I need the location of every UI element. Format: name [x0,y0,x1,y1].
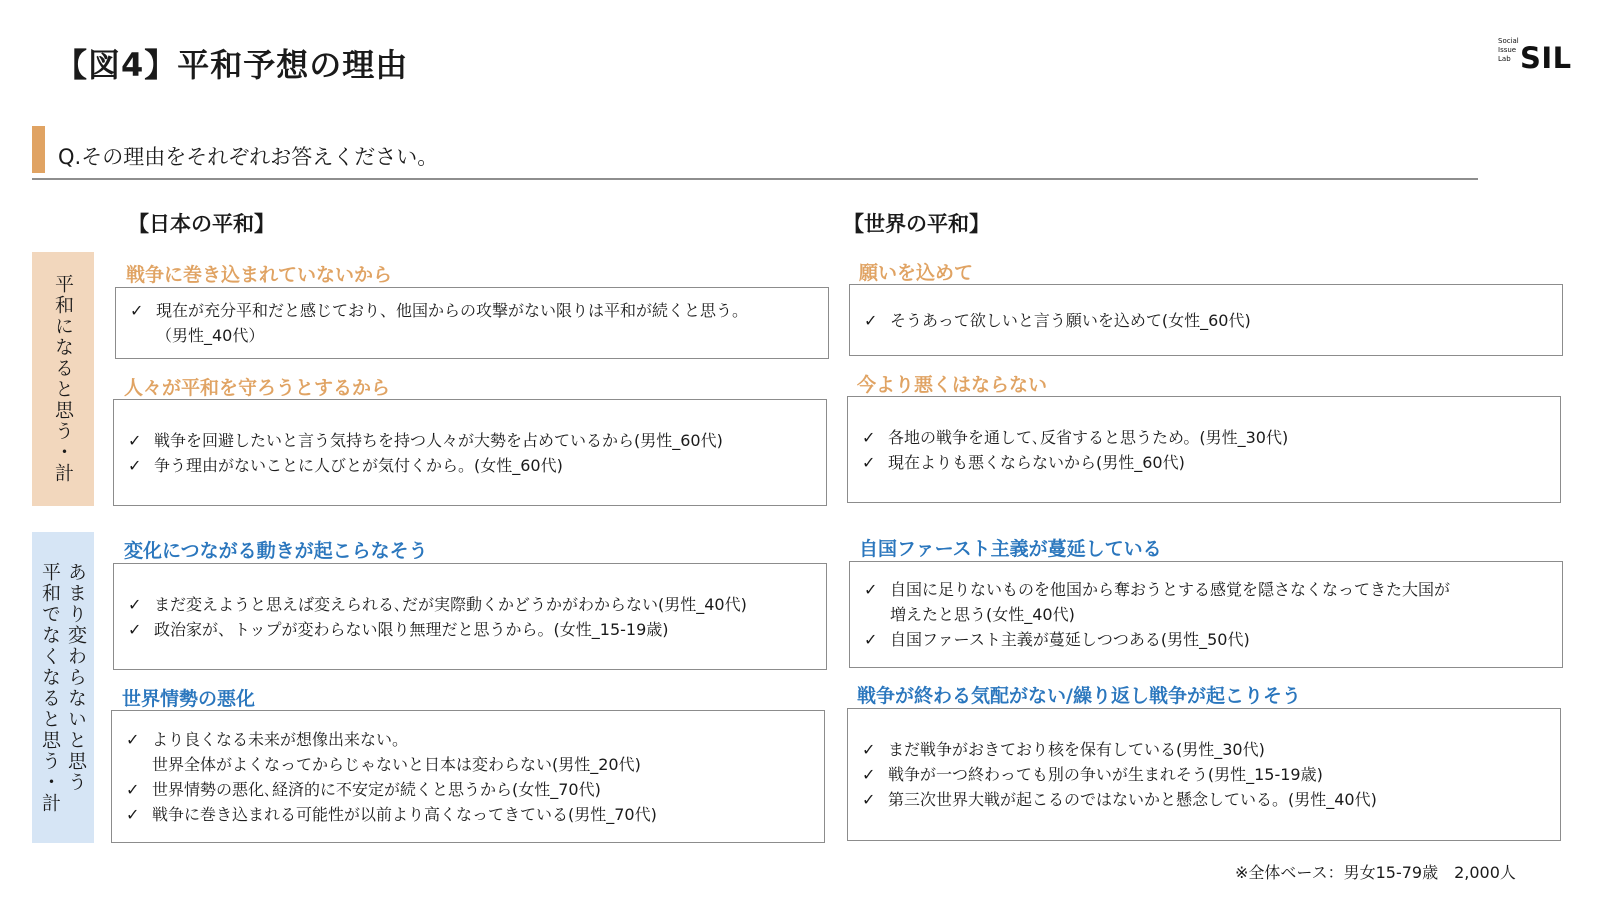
column-heading-japan: 【日本の平和】 [128,212,275,236]
reason-item [126,727,810,752]
reason-text: 戦争を回避したいと言う気持ちを持つ人々が大勢を占めているから(男性_60代) [154,430,723,450]
question-divider [32,178,1478,180]
reason-text: そうあって欲しいと言う願いを込めて(女性_60代) [890,310,1251,330]
check-icon: ✓ [864,580,878,599]
side-label-peace [32,252,94,506]
reason-item [126,802,810,827]
reason-item [128,453,812,478]
check-icon: ✓ [862,790,876,809]
reason-item [864,627,1548,652]
reason-text: 増えたと思う(女性_40代) [890,605,1075,624]
reason-item [126,777,810,802]
logo-text: SIL [1520,41,1572,75]
check-icon: ✓ [126,804,140,824]
category-title: 戦争に巻き込まれていないから [126,264,393,286]
check-icon: ✓ [862,452,876,472]
page-title: 【図4】平和予想の理由 [55,46,409,84]
reason-item [128,592,812,617]
check-icon: ✓ [864,310,878,330]
check-icon: ✓ [862,740,876,759]
reason-item [862,762,1546,787]
reason-box [849,284,1563,356]
reason-item [128,428,812,453]
reason-box [113,563,827,670]
check-icon: ✓ [128,594,142,614]
reason-text: 現在が充分平和だと感じており、他国からの攻撃がない限りは平和が続くと思う。 [156,301,749,320]
check-icon: ✓ [862,765,876,784]
reason-text: 現在よりも悪くならないから(男性_60代) [888,452,1185,472]
reason-text: 世界全体がよくなってからじゃないと日本は変わらない(男性_20代) [152,754,641,774]
reason-item [130,323,814,348]
reason-text: 自国に足りないものを他国から奪おうとする感覚を隠さなくなってきた大国が [890,580,1451,599]
reason-text: まだ変えようと思えば変えられる､だが実際動くかどうかがわからない(男性_40代) [154,594,747,614]
reason-box [849,561,1563,668]
check-icon: ✓ [128,455,142,475]
reason-box [847,708,1561,841]
reason-text: 争う理由がないことに人びとが気付くから。(女性_60代) [154,455,563,475]
side-label-peace-text: 平和になると思う・計 [52,274,74,484]
check-icon: ✓ [130,301,144,320]
reason-text: 自国ファースト主義が蔓延しつつある(男性_50代) [890,630,1250,649]
base-note: ※全体ベース：男女15-79歳 2,000人 [1235,863,1516,882]
question-accent-bar [32,126,45,173]
check-icon: ✓ [128,619,142,639]
reason-item [864,602,1548,627]
check-icon: ✓ [862,427,876,447]
category-title: 自国ファースト主義が蔓延している [859,538,1162,560]
reason-item [862,450,1546,475]
question-text: Q.その理由をそれぞれお答えください。 [58,145,439,169]
reason-item [864,577,1548,602]
reason-box [115,287,829,359]
reason-text: 戦争が一つ終わっても別の争いが生まれそう(男性_15-19歳) [888,765,1323,784]
column-heading-world: 【世界の平和】 [843,212,990,236]
side-label-line: 平和でなくなると思う・計 [39,561,61,814]
reason-item [862,787,1546,812]
reason-item [862,425,1546,450]
category-title: 戦争が終わる気配がない/繰り返し戦争が起こりそう [857,685,1301,707]
reason-text: 政治家が、トップが変わらない限り無理だと思うから。(女性_15-19歳) [154,619,669,639]
reason-text: まだ戦争がおきており核を保有している(男性_30代) [888,740,1265,759]
check-icon: ✓ [126,779,140,799]
logo-subtext-line: Lab [1498,55,1511,63]
reason-box [847,396,1561,503]
reason-item [864,308,1548,333]
category-title: 人々が平和を守ろうとするから [124,377,391,399]
check-icon: ✓ [126,729,140,749]
logo-subtext-line: Issue [1498,46,1517,54]
reason-box [111,710,825,843]
reason-text: 世界情勢の悪化､経済的に不安定が続くと思うから(女性_70代) [152,779,601,799]
sil-logo [1498,35,1578,75]
category-title: 今より悪くはならない [857,374,1048,396]
reason-item [126,752,810,777]
side-label-no-peace [32,532,94,843]
side-label-line: あまり変わらないと思う [65,561,87,793]
reason-text: 第三次世界大戦が起こるのではないかと懸念している。(男性_40代) [888,790,1377,809]
category-title: 願いを込めて [859,262,974,284]
reason-text: （男性_40代） [156,326,265,345]
side-label-no-peace-text [37,562,89,814]
reason-text: 戦争に巻き込まれる可能性が以前より高くなってきている(男性_70代) [152,804,657,824]
reason-item [128,617,812,642]
check-icon: ✓ [128,430,142,450]
reason-item [130,298,814,323]
reason-text: 各地の戦争を通して､反省すると思うため。(男性_30代) [888,427,1289,447]
check-icon: ✓ [864,630,878,649]
logo-subtext-line: Social [1498,37,1519,45]
logo-subtext [1498,37,1519,64]
reason-box [113,399,827,506]
reason-item [862,737,1546,762]
category-title: 変化につながる動きが起こらなそう [124,540,428,562]
category-title: 世界情勢の悪化 [122,688,256,710]
reason-text: より良くなる未来が想像出来ない。 [152,729,409,749]
